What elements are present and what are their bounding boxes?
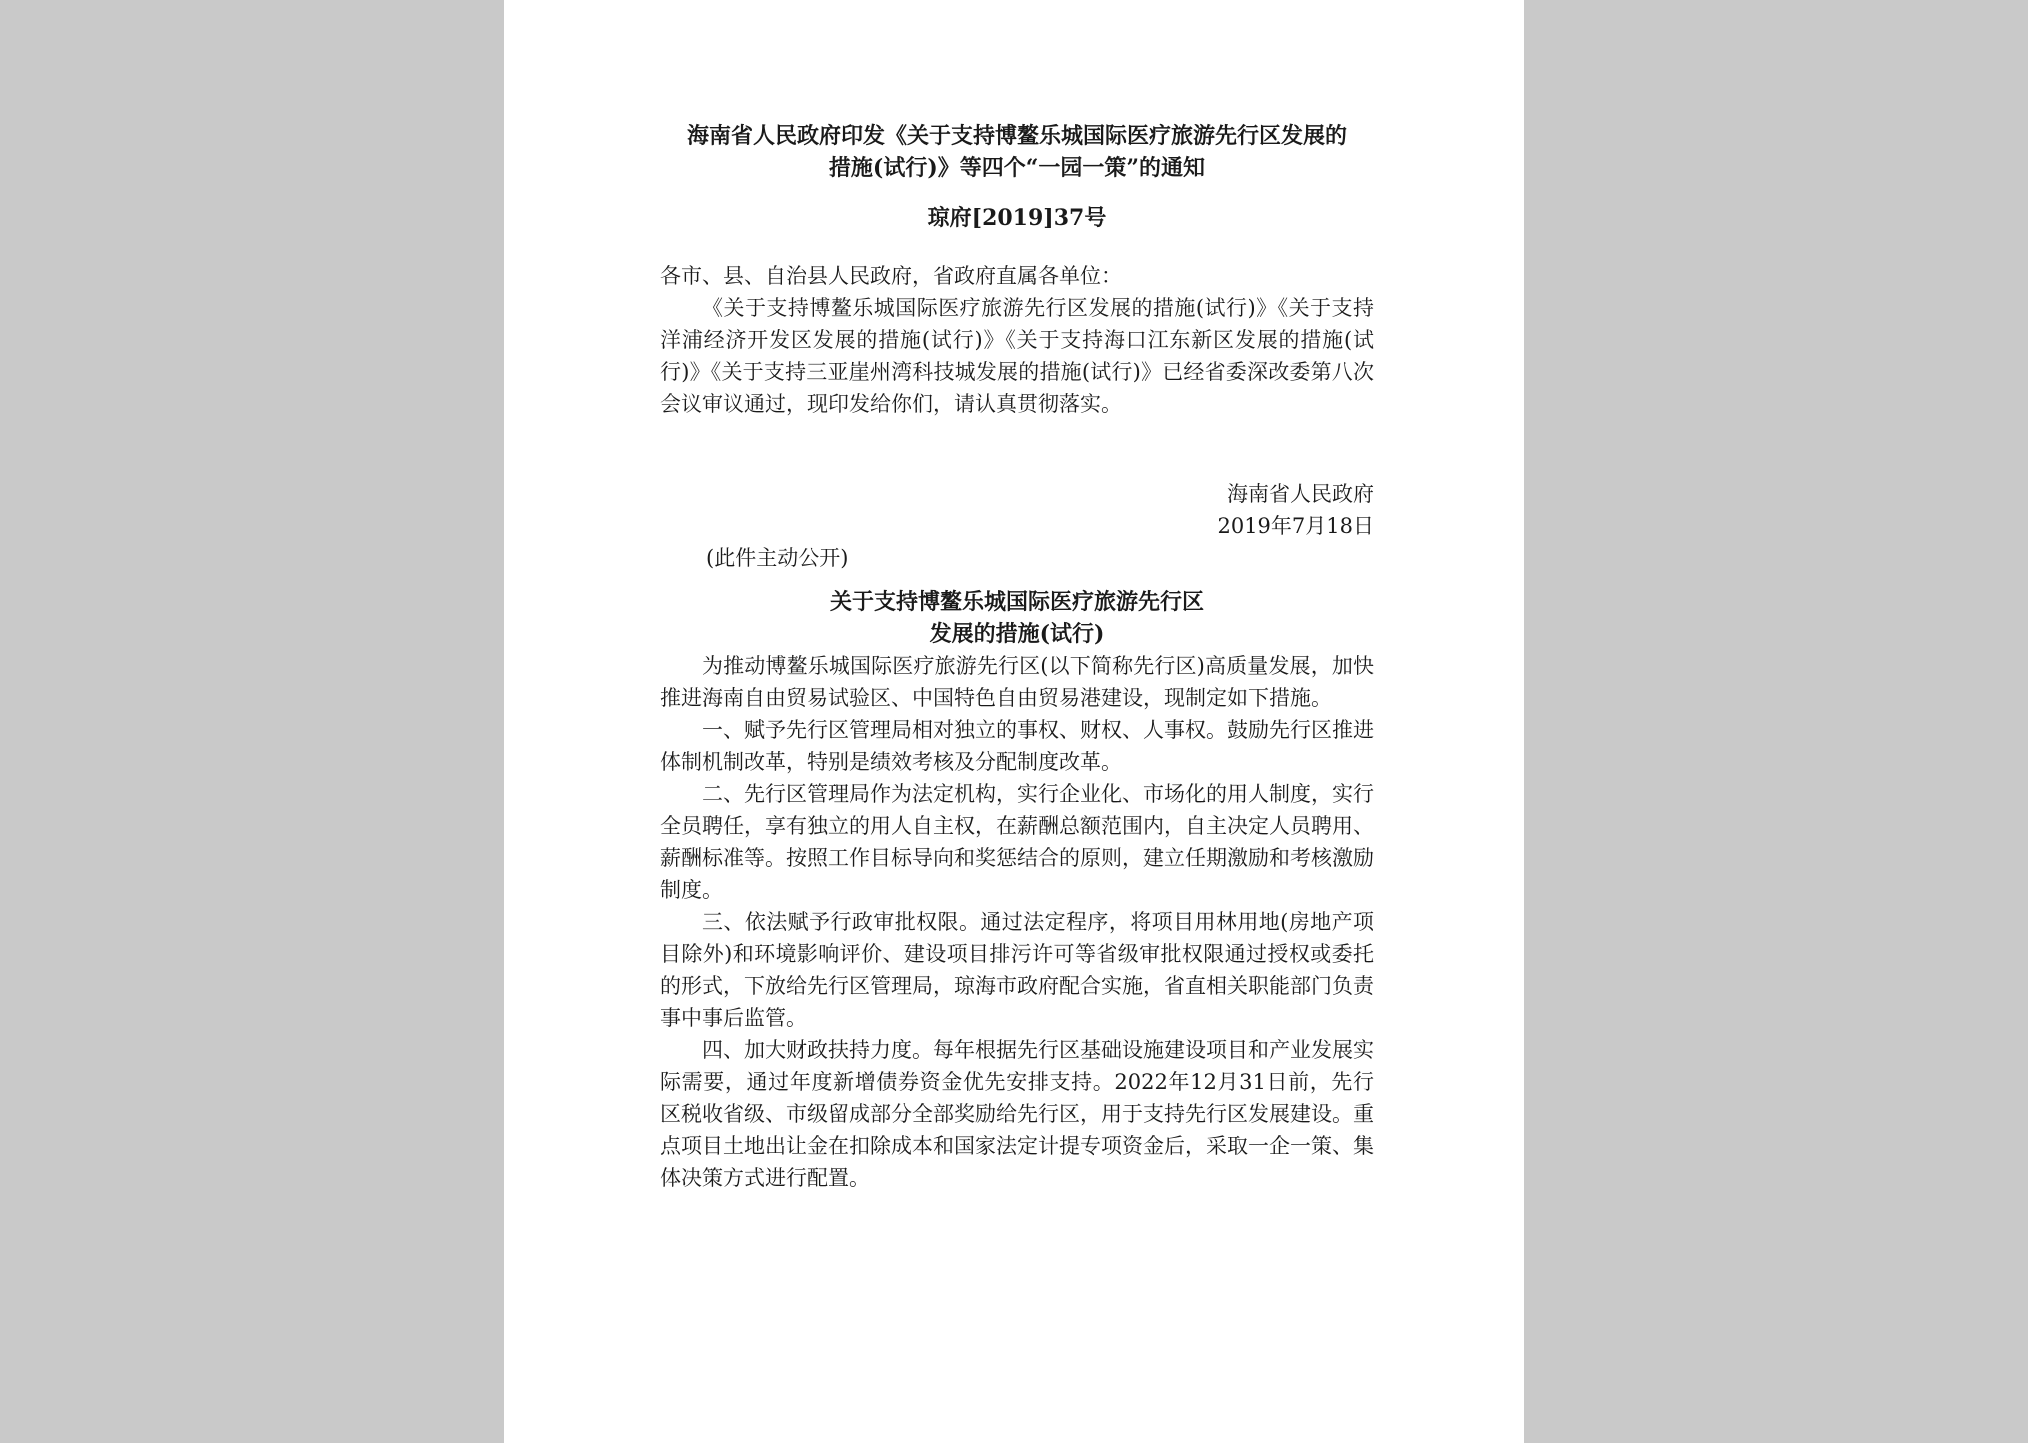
measures-title — [660, 586, 1374, 650]
notice-body: 《关于支持博鳌乐城国际医疗旅游先行区发展的措施(试行)》《关于支持洋浦经济开发区发展的措施(试行)》《关于支持海口江东新区发展的措施(试行)》《关于支持三亚崖州湾科技城发展的措施(试行)》已经省委深改委第八次会议审议通过，现印发给你们，请认真贯彻落实。 — [660, 296, 1374, 416]
measures-title-line1: 关于支持博鳌乐城国际医疗旅游先行区 — [829, 589, 1204, 615]
measure-item-2: 二、先行区管理局作为法定机构，实行企业化、市场化的用人制度，实行全员聘任，享有独立的用人自主权，在薪酬总额范围内，自主决定人员聘用、薪酬标准等。按照工作目标导向和奖惩结合的原则，建立任期激励和考核激励制度。 — [660, 782, 1374, 902]
salutation: 各市、县、自治县人民政府，省政府直属各单位： — [660, 264, 1122, 288]
notice-title-line1: 海南省人民政府印发《关于支持博鳌乐城国际医疗旅游先行区发展的 — [686, 123, 1347, 149]
document-page — [504, 0, 1524, 1443]
notice-title — [660, 120, 1374, 184]
signature-block — [660, 478, 1374, 542]
document-content — [660, 120, 1374, 1194]
document-number: 琼府[2019]37号 — [927, 205, 1107, 231]
issuer: 海南省人民政府 — [1227, 482, 1374, 506]
measures-intro: 为推动博鳌乐城国际医疗旅游先行区(以下简称先行区)高质量发展，加快推进海南自由贸易试验区、中国特色自由贸易港建设，现制定如下措施。 — [660, 654, 1374, 710]
measure-item-1: 一、赋予先行区管理局相对独立的事权、财权、人事权。鼓励先行区推进体制机制改革，特别是绩效考核及分配制度改革。 — [660, 718, 1374, 774]
issue-date: 2019年7月18日 — [1217, 514, 1374, 538]
public-disclosure-note: (此件主动公开) — [706, 546, 849, 570]
measure-item-3: 三、依法赋予行政审批权限。通过法定程序，将项目用林用地(房地产项目除外)和环境影响评价、建设项目排污许可等省级审批权限通过授权或委托的形式，下放给先行区管理局，琼海市政府配合实施，省直相关职能部门负责事中事后监管。 — [660, 910, 1374, 1030]
measure-item-4: 四、加大财政扶持力度。每年根据先行区基础设施建设项目和产业发展实际需要，通过年度新增债券资金优先安排支持。2022年12月31日前，先行区税收省级、市级留成部分全部奖励给先行区，用于支持先行区发展建设。重点项目土地出让金在扣除成本和国家法定计提专项资金后，采取一企一策、集体决策方式进行配置。 — [660, 1038, 1374, 1190]
measures-title-line2: 发展的措施(试行) — [929, 621, 1105, 647]
notice-title-line2: 措施(试行)》等四个“一园一策”的通知 — [828, 155, 1206, 181]
